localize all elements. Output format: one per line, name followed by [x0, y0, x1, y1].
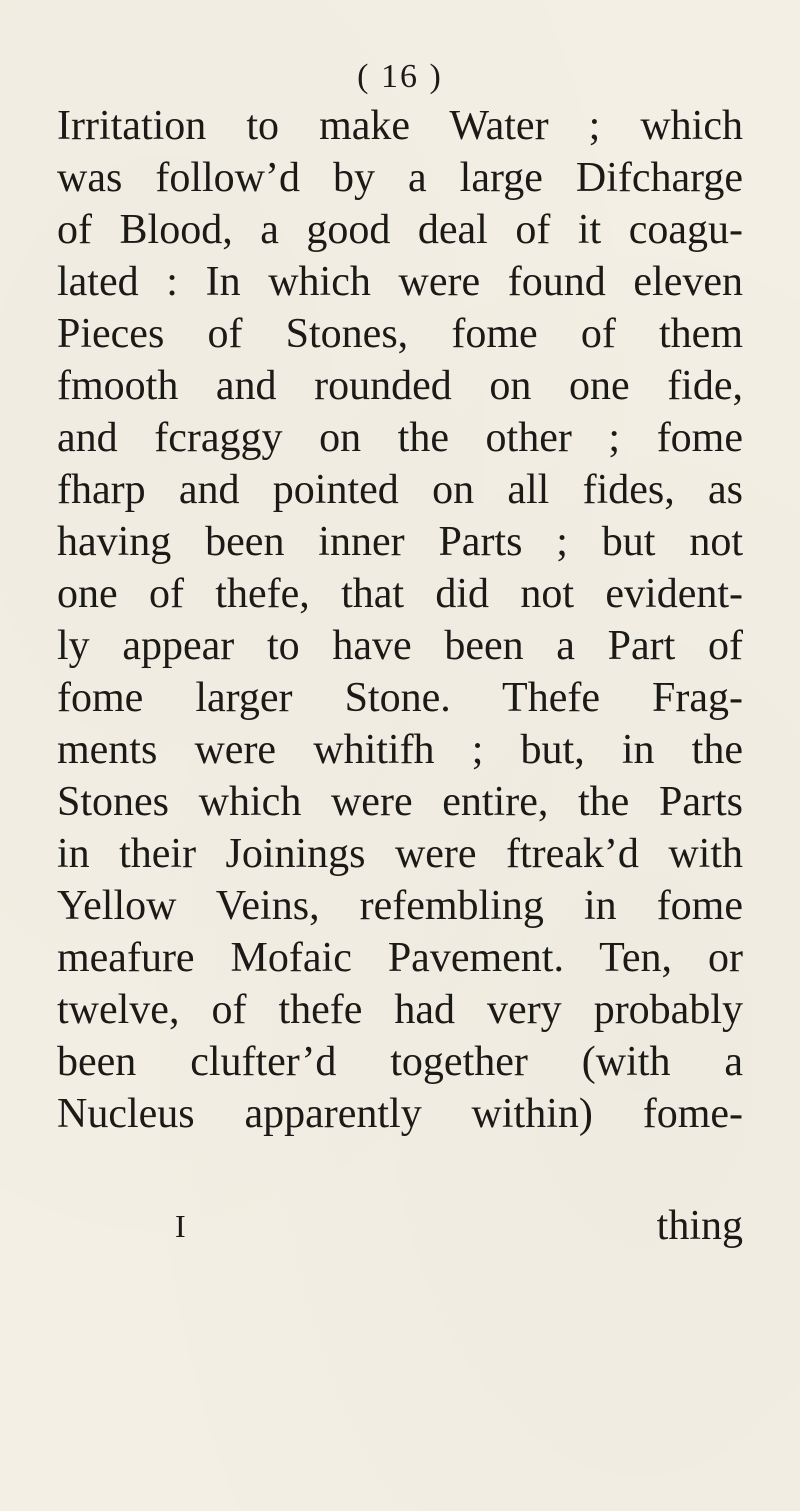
catchword: thing: [656, 1203, 743, 1249]
text-line: Irritation to make Water ; which: [57, 103, 743, 149]
text-line: fharp and pointed on all fides, as: [57, 467, 743, 513]
page-number: ( 16 ): [357, 58, 443, 95]
text-line: and fcraggy on the other ; fome: [57, 415, 743, 461]
text-line: fmooth and rounded on one fide,: [57, 363, 743, 409]
text-line: fome larger Stone. Thefe Frag-: [57, 675, 743, 721]
text-line: ly appear to have been a Part of: [57, 623, 743, 669]
body-text: [57, 100, 743, 1140]
text-line: lated : In which were found eleven: [57, 259, 743, 305]
text-line: been clufter’d together (with a: [57, 1039, 743, 1085]
text-line: Yellow Veins, refembling in fome: [57, 883, 743, 929]
text-line: having been inner Parts ; but not: [57, 519, 743, 565]
page-footer: [0, 1200, 800, 1252]
text-line: Stones which were entire, the Parts: [57, 779, 743, 825]
text-line: twelve, of thefe had very probably: [57, 987, 743, 1033]
text-line: was follow’d by a large Difcharge: [57, 155, 743, 201]
text-line: meafure Mofaic Pavement. Ten, or: [57, 935, 743, 981]
text-line: in their Joinings were ftreak’d with: [57, 831, 743, 877]
text-line: one of thefe, that did not evident-: [57, 571, 743, 617]
text-line: Pieces of Stones, fome of them: [57, 311, 743, 357]
text-line: of Blood, a good deal of it coagu-: [57, 207, 743, 253]
text-line: Nucleus apparently within) fome-: [57, 1091, 743, 1137]
signature-mark: I: [175, 1208, 186, 1244]
text-line: ments were whitifh ; but, in the: [57, 727, 743, 773]
